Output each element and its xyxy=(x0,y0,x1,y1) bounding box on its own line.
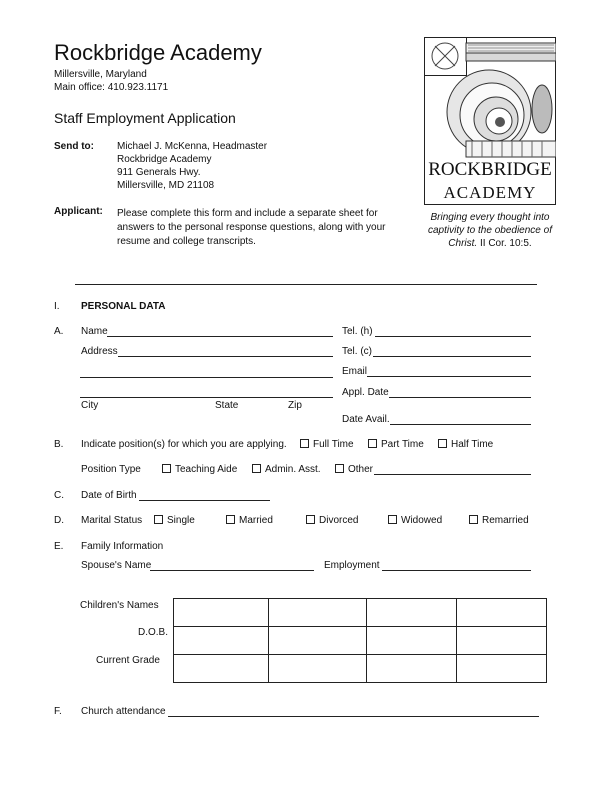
rockbridge-logo xyxy=(424,37,556,205)
children-table xyxy=(173,598,547,683)
city-state-zip-field[interactable] xyxy=(80,397,333,398)
item-letter: C. xyxy=(54,490,64,501)
table-row xyxy=(174,627,547,655)
address-field[interactable] xyxy=(118,356,333,357)
employment-label: Employment xyxy=(324,560,380,571)
table-cell[interactable] xyxy=(367,599,457,627)
send-to-line: Michael J. McKenna, Headmaster xyxy=(117,141,268,152)
tel-cell-label: Tel. (c) xyxy=(342,346,372,357)
motto-line xyxy=(412,238,568,249)
dob-field[interactable] xyxy=(139,500,270,501)
send-to-line: 911 Generals Hwy. xyxy=(117,167,201,178)
part-time-option[interactable] xyxy=(368,439,424,450)
motto-reference: II Cor. 10:5. xyxy=(477,238,532,249)
section-number: I. xyxy=(54,301,60,312)
table-cell[interactable] xyxy=(269,655,367,683)
table-cell[interactable] xyxy=(457,599,547,627)
option-label: Remarried xyxy=(482,515,529,526)
send-to-label: Send to: xyxy=(54,141,94,152)
item-letter: D. xyxy=(54,515,64,526)
option-label: Married xyxy=(239,515,273,526)
appl-date-field[interactable] xyxy=(389,397,531,398)
table-row xyxy=(174,655,547,683)
applicant-line: answers to the personal response questions, along with your xyxy=(117,222,386,233)
send-to-line: Millersville, MD 21108 xyxy=(117,180,215,191)
spouse-name-field[interactable] xyxy=(150,570,314,571)
applicant-label: Applicant: xyxy=(54,206,103,217)
married-option[interactable] xyxy=(226,515,273,526)
table-cell[interactable] xyxy=(457,627,547,655)
tel-home-label: Tel. (h) xyxy=(342,326,373,337)
checkbox-icon[interactable] xyxy=(300,439,309,448)
state-label: State xyxy=(215,400,239,411)
option-label: Divorced xyxy=(319,515,359,526)
date-avail-field[interactable] xyxy=(390,424,531,425)
half-time-option[interactable] xyxy=(438,439,493,450)
appl-date-label: Appl. Date xyxy=(342,387,389,398)
divorced-option[interactable] xyxy=(306,515,358,526)
table-cell[interactable] xyxy=(174,627,269,655)
city-label: City xyxy=(81,400,99,411)
children-grade-label: Current Grade xyxy=(96,655,160,666)
option-label: Admin. Asst. xyxy=(265,464,321,475)
motto-line: Bringing every thought into xyxy=(430,212,550,223)
option-label: Half Time xyxy=(451,439,494,450)
widowed-option[interactable] xyxy=(388,515,442,526)
applicant-line: Please complete this form and include a separate sheet for xyxy=(117,208,378,219)
table-cell[interactable] xyxy=(269,627,367,655)
table-cell[interactable] xyxy=(457,655,547,683)
motto-line: captivity to the obedience of xyxy=(428,225,552,236)
children-names-label: Children's Names xyxy=(80,600,159,611)
spouse-name-label: Spouse's Name xyxy=(81,560,152,571)
address-label: Address xyxy=(81,346,118,357)
table-cell[interactable] xyxy=(174,655,269,683)
form-title: Staff Employment Application xyxy=(54,110,236,126)
logo-text-top: ROCKBRIDGE xyxy=(428,159,552,180)
address-line-2-field[interactable] xyxy=(80,377,333,378)
school-location: Millersville, Maryland xyxy=(54,69,147,80)
item-letter: B. xyxy=(54,439,64,450)
section-title: PERSONAL DATA xyxy=(81,301,166,312)
school-name: Rockbridge Academy xyxy=(54,40,262,65)
date-avail-label: Date Avail. xyxy=(342,414,390,425)
option-label: Full Time xyxy=(313,439,354,450)
zip-label: Zip xyxy=(288,400,302,411)
checkbox-icon[interactable] xyxy=(388,515,397,524)
checkbox-icon[interactable] xyxy=(438,439,447,448)
name-field[interactable] xyxy=(107,336,333,337)
table-cell[interactable] xyxy=(367,655,457,683)
table-cell[interactable] xyxy=(367,627,457,655)
email-label: Email xyxy=(342,366,368,377)
children-dob-label: D.O.B. xyxy=(138,627,169,638)
checkbox-icon[interactable] xyxy=(252,464,261,473)
checkbox-icon[interactable] xyxy=(306,515,315,524)
teaching-aide-option[interactable] xyxy=(162,464,237,475)
item-letter: A. xyxy=(54,326,64,337)
employment-field[interactable] xyxy=(382,570,531,571)
checkbox-icon[interactable] xyxy=(335,464,344,473)
separator-line xyxy=(75,284,537,285)
item-letter: F. xyxy=(54,706,62,717)
tel-home-field[interactable] xyxy=(375,336,531,337)
option-label: Single xyxy=(167,515,195,526)
family-info-label: Family Information xyxy=(81,541,164,552)
option-label: Teaching Aide xyxy=(175,464,238,475)
option-label: Other xyxy=(348,464,374,475)
option-label: Part Time xyxy=(381,439,424,450)
tel-cell-field[interactable] xyxy=(373,356,531,357)
checkbox-icon[interactable] xyxy=(469,515,478,524)
main-office-phone: Main office: 410.923.1171 xyxy=(54,82,169,93)
motto-christ: Christ. xyxy=(448,238,478,249)
name-label: Name xyxy=(81,326,108,337)
option-label: Widowed xyxy=(401,515,443,526)
full-time-option[interactable] xyxy=(300,439,354,450)
checkbox-icon[interactable] xyxy=(226,515,235,524)
position-prompt: Indicate position(s) for which you are applying. xyxy=(81,439,287,450)
send-to-line: Rockbridge Academy xyxy=(117,154,212,165)
checkbox-icon[interactable] xyxy=(154,515,163,524)
table-cell[interactable] xyxy=(269,599,367,627)
logo-text-bottom: ACADEMY xyxy=(443,183,537,202)
checkbox-icon[interactable] xyxy=(162,464,171,473)
checkbox-icon[interactable] xyxy=(368,439,377,448)
marital-status-label: Marital Status xyxy=(81,515,143,526)
position-type-label: Position Type xyxy=(81,464,141,475)
dob-label: Date of Birth xyxy=(81,490,137,501)
single-option[interactable] xyxy=(154,515,195,526)
admin-asst-option[interactable] xyxy=(252,464,321,475)
other-field[interactable] xyxy=(374,474,531,475)
item-letter: E. xyxy=(54,541,64,552)
remarried-option[interactable] xyxy=(469,515,529,526)
church-attendance-label: Church attendance xyxy=(81,706,166,717)
email-field[interactable] xyxy=(367,376,531,377)
other-option[interactable] xyxy=(335,464,373,475)
applicant-line: resume and college transcripts. xyxy=(117,236,256,247)
table-row xyxy=(174,599,547,627)
table-cell[interactable] xyxy=(174,599,269,627)
church-attendance-field[interactable] xyxy=(168,716,539,717)
